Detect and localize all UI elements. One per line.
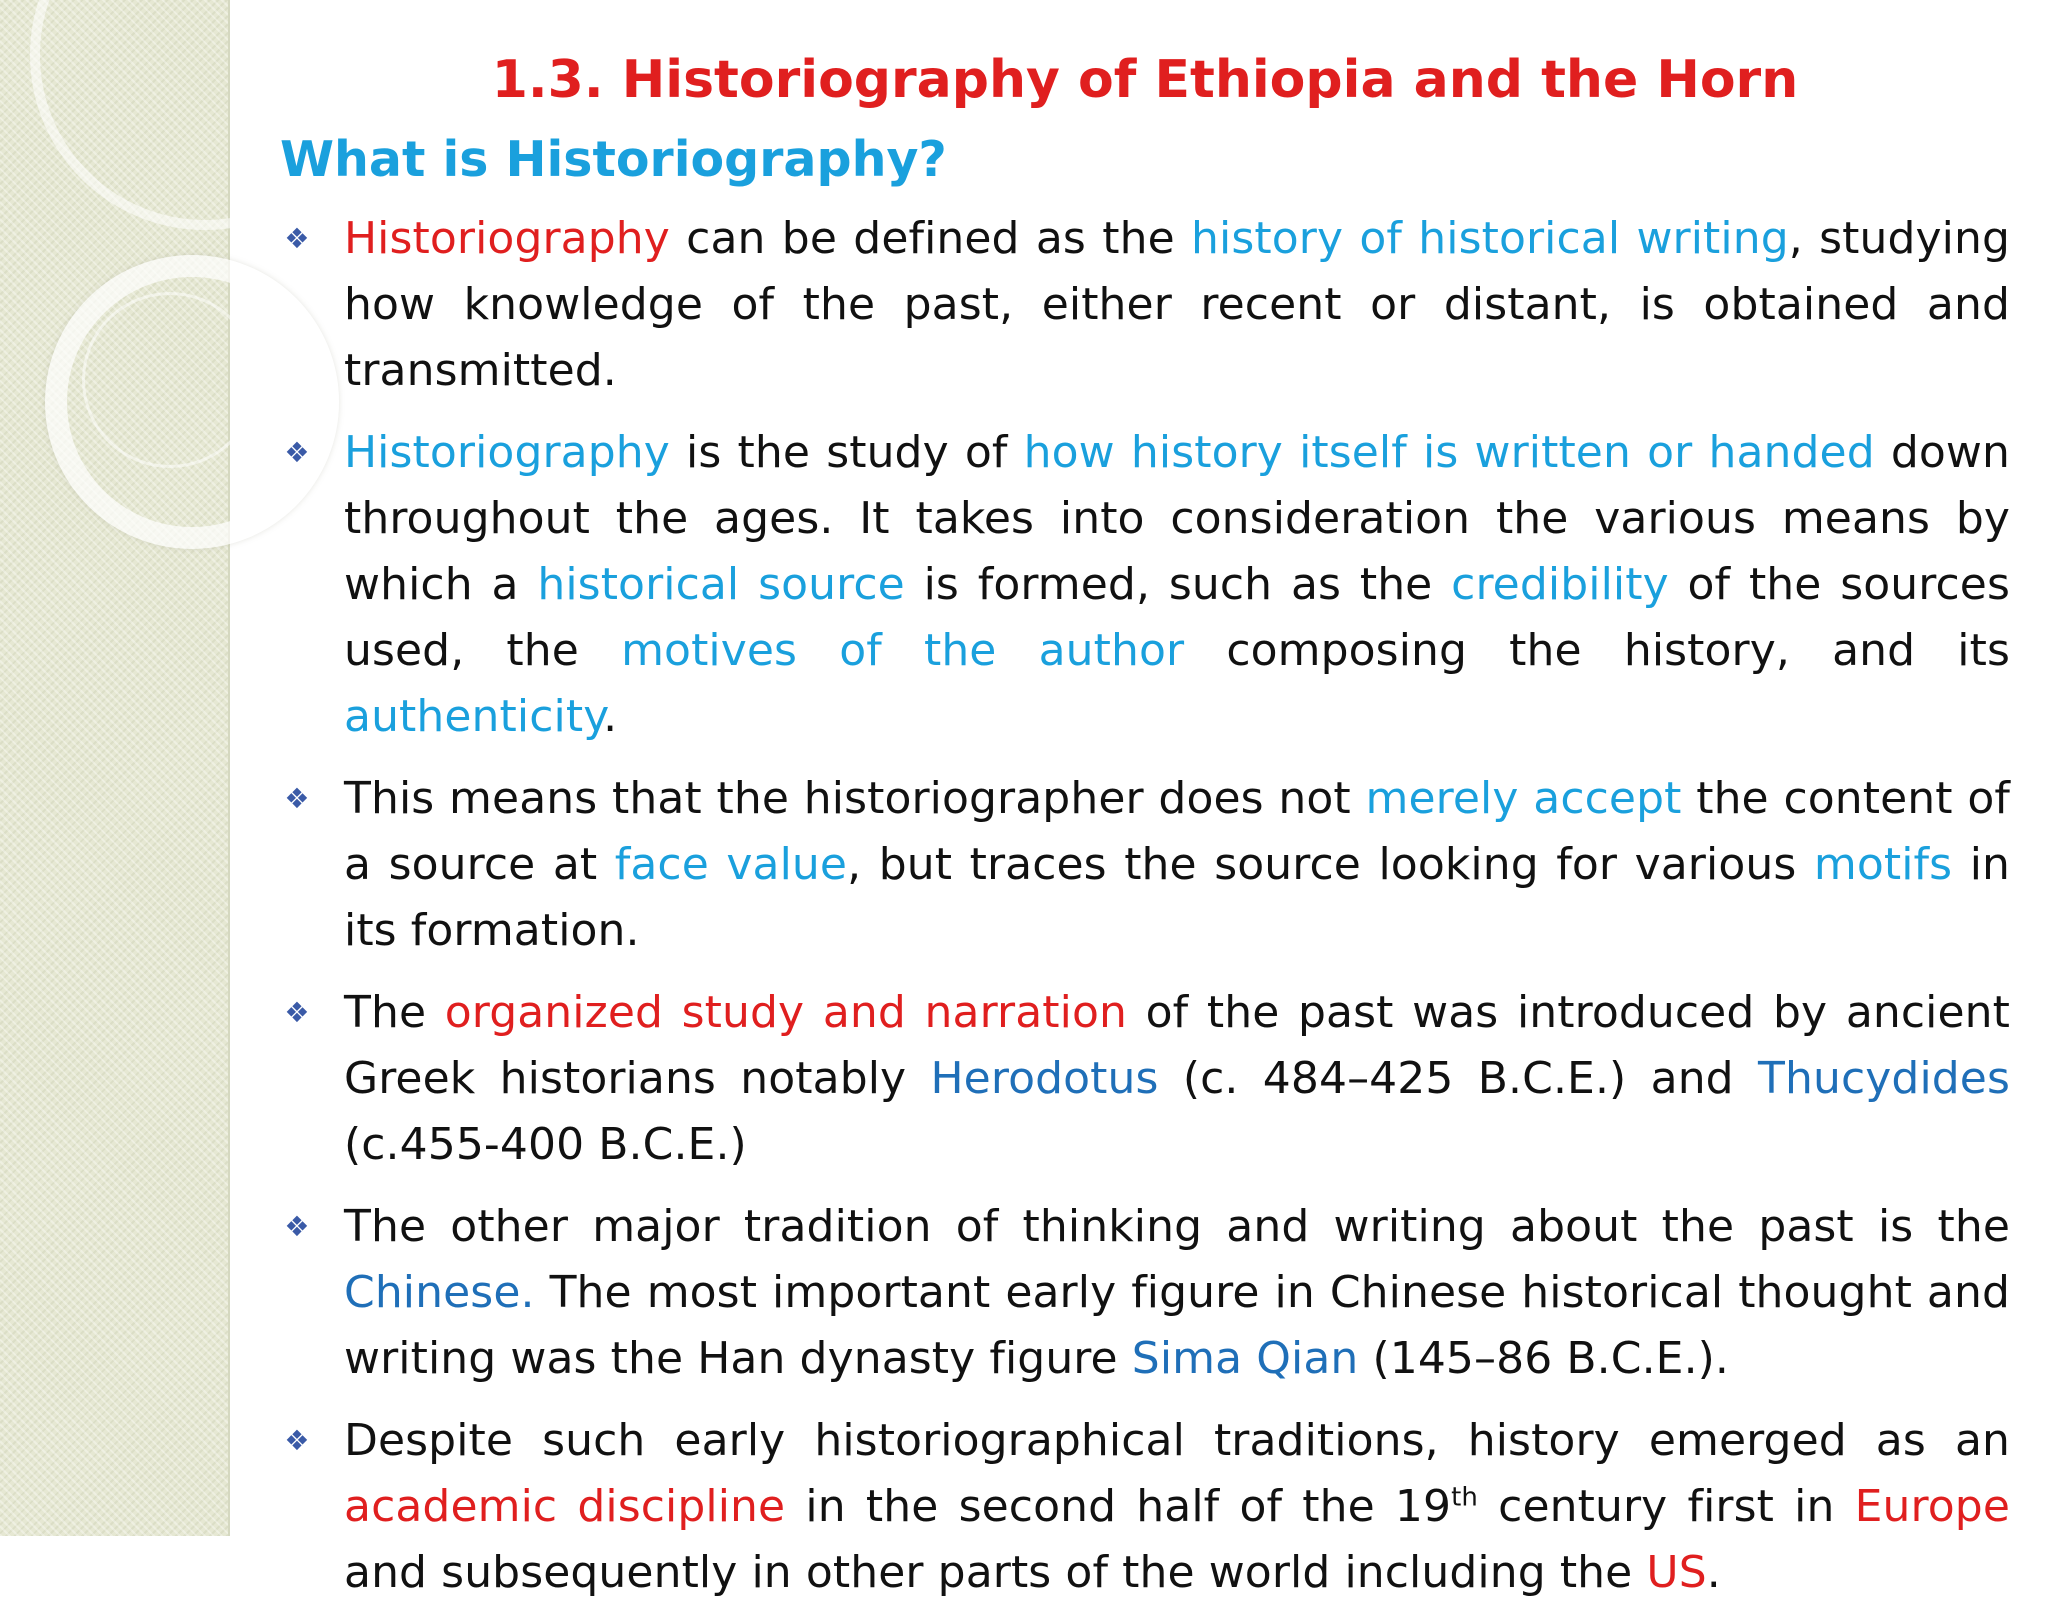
bullet-text: is the study of: [669, 427, 1024, 478]
highlighted-term: Historiography: [344, 427, 670, 478]
diamond-bullet-icon: ❖: [284, 436, 310, 469]
bullet-item: [280, 766, 2010, 964]
bullet-text: .: [1706, 1547, 1721, 1598]
highlighted-term: historical source: [537, 559, 905, 610]
diamond-bullet-icon: ❖: [284, 1424, 310, 1457]
decorative-ring: [82, 292, 258, 468]
bullet-item: [280, 206, 2010, 404]
bullet-text: Despite such early historiographical traditions, history emerged as an: [344, 1415, 2010, 1466]
highlighted-term: organized study and narration: [444, 987, 1127, 1038]
decorative-side-panel: [0, 0, 230, 1536]
bullet-text: can be defined as the: [669, 213, 1192, 264]
bullet-text: down throughout the ages. It takes into consideration the various means by which a: [344, 427, 2011, 610]
highlighted-term: credibility: [1451, 559, 1669, 610]
bullet-text: and subsequently in other parts of the world including the: [344, 1547, 1647, 1598]
bullet-text: is formed, such as the: [904, 559, 1452, 610]
bullet-text: (c.455-400 B.C.E.): [344, 1119, 747, 1170]
bullet-item: [280, 1194, 2010, 1392]
highlighted-term: Sima Qian: [1131, 1333, 1359, 1384]
bullet-text: The: [344, 987, 445, 1038]
bullet-list: [280, 206, 2010, 1606]
slide-title: 1.3. Historiography of Ethiopia and the Horn: [491, 50, 1799, 110]
bullet-text: , but traces the source looking for various: [847, 839, 1814, 890]
highlighted-term: Historiography: [344, 213, 670, 264]
bullet-text: The most important early figure in Chinese historical thought and writing was the Han dynasty figure: [344, 1267, 2010, 1384]
bullet-text: , studying how knowledge of the past, either recent or distant, is obtained and transmitted.: [344, 213, 2010, 396]
highlighted-term: Herodotus: [930, 1053, 1159, 1104]
bullet-text: composing the history, and its: [1184, 625, 2011, 676]
bullet-item: [280, 1408, 2010, 1606]
highlighted-term: face value: [614, 839, 848, 890]
bullet-item: [280, 420, 2010, 750]
diamond-bullet-icon: ❖: [284, 1210, 310, 1243]
highlighted-term: Chinese.: [344, 1267, 535, 1318]
bullet-text: in the second half of the 19: [785, 1481, 1452, 1532]
bullet-text: of the past was introduced by ancient Greek historians notably: [344, 987, 2010, 1104]
highlighted-term: motifs: [1813, 839, 1953, 890]
highlighted-term: merely accept: [1365, 773, 1682, 824]
bullet-text: in its formation.: [344, 839, 2011, 956]
slide-subtitle: What is Historiography?: [280, 131, 947, 188]
bullet-text: (145–86 B.C.E.).: [1358, 1333, 1730, 1384]
highlighted-term: history of historical writing: [1191, 213, 1789, 264]
highlighted-term: motives of the author: [621, 625, 1185, 676]
highlighted-term: US: [1646, 1547, 1707, 1598]
bullet-item: [280, 980, 2010, 1178]
bullet-text: the content of a source at: [344, 773, 2010, 890]
bullet-text: .: [603, 691, 618, 742]
bullet-text: The other major tradition of thinking and writing about the past is the: [344, 1201, 2010, 1252]
bullet-text: (c. 484–425 B.C.E.) and: [1158, 1053, 1759, 1104]
bullet-text: This means that the historiographer does not: [344, 773, 1366, 824]
bullet-text: of the sources used, the: [344, 559, 2011, 676]
highlighted-term: how history itself is written or handed: [1023, 427, 1875, 478]
diamond-bullet-icon: ❖: [284, 222, 310, 255]
diamond-bullet-icon: ❖: [284, 996, 310, 1029]
slide-content: [280, 40, 2010, 1622]
bullet-text: century first in: [1478, 1481, 1855, 1532]
diamond-bullet-icon: ❖: [284, 782, 310, 815]
highlighted-term: Europe: [1854, 1481, 2010, 1532]
highlighted-term: academic discipline: [344, 1481, 786, 1532]
bullet-text: th: [1451, 1482, 1478, 1513]
highlighted-term: Thucydides: [1758, 1053, 2010, 1104]
highlighted-term: authenticity: [344, 691, 604, 742]
